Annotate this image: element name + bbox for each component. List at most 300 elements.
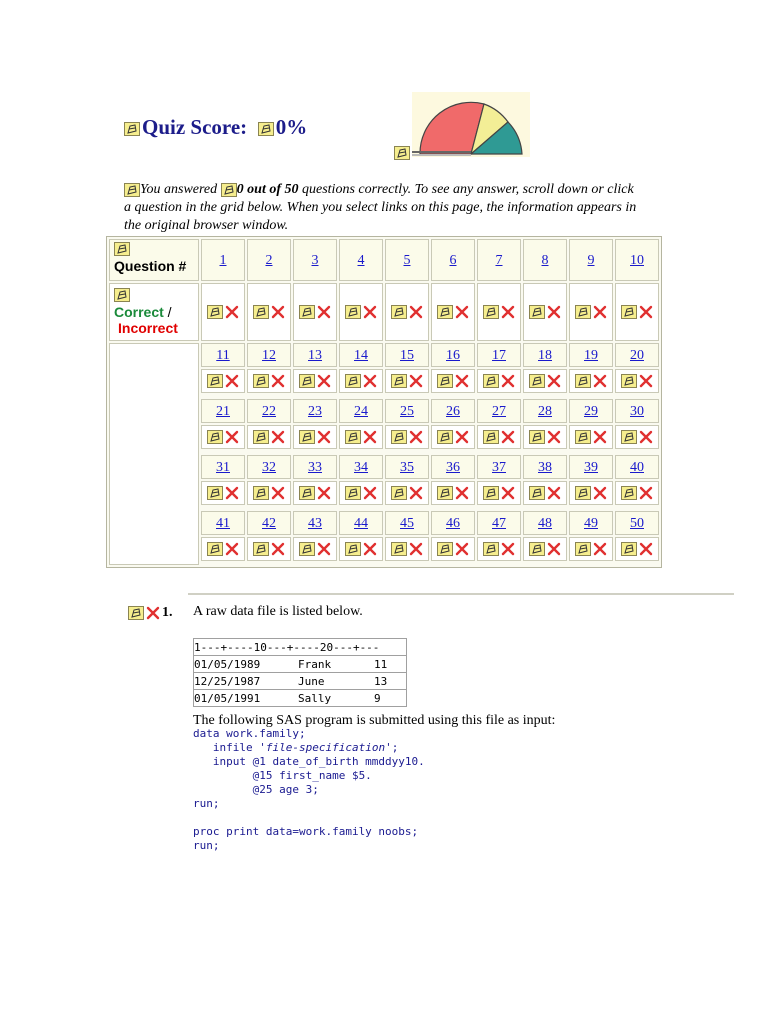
broken-image-icon — [621, 305, 637, 319]
incorrect-x-icon — [271, 486, 285, 500]
question-number-cell — [247, 455, 291, 479]
question-number-cell — [339, 239, 383, 281]
correct-incorrect-legend — [109, 283, 199, 341]
question-number-cell — [293, 239, 337, 281]
question-grid — [106, 236, 662, 568]
code-line: infile 'file-specification'; — [193, 741, 399, 754]
question-result-cell — [477, 283, 521, 341]
question-link-33[interactable]: 33 — [308, 460, 322, 475]
raw-data-cell: 9 — [374, 690, 407, 707]
question-result-cell — [201, 283, 245, 341]
broken-image-icon — [575, 430, 591, 444]
question-result-cell — [569, 369, 613, 393]
question-result-cell — [385, 369, 429, 393]
question-number-cell — [201, 399, 245, 423]
incorrect-x-icon — [547, 542, 561, 556]
question-number-cell — [523, 239, 567, 281]
incorrect-x-icon — [639, 486, 653, 500]
question-result-cell — [569, 283, 613, 341]
question-1-number: 1. — [162, 605, 173, 621]
question-link-29[interactable]: 29 — [584, 404, 598, 419]
question-link-37[interactable]: 37 — [492, 460, 506, 475]
incorrect-x-icon — [225, 486, 239, 500]
question-result-cell — [247, 537, 291, 561]
question-number-cell — [615, 511, 659, 535]
question-number-cell — [431, 455, 475, 479]
question-result-cell — [293, 537, 337, 561]
broken-image-icon — [253, 542, 269, 556]
question-result-cell — [247, 425, 291, 449]
question-result-cell — [523, 369, 567, 393]
question-link-4[interactable]: 4 — [357, 253, 365, 268]
incorrect-x-icon — [455, 374, 469, 388]
broken-image-icon — [345, 374, 361, 388]
question-link-14[interactable]: 14 — [354, 348, 368, 363]
question-number-cell — [247, 399, 291, 423]
question-number-cell — [615, 455, 659, 479]
code-line: @25 age 3; — [193, 783, 319, 796]
question-link-50[interactable]: 50 — [630, 516, 644, 531]
question-link-12[interactable]: 12 — [262, 348, 276, 363]
incorrect-x-icon — [409, 305, 423, 319]
broken-image-icon — [221, 183, 237, 197]
summary-prefix: You answered — [140, 182, 218, 197]
incorrect-x-icon — [547, 374, 561, 388]
question-number-cell — [569, 511, 613, 535]
broken-image-icon — [299, 374, 315, 388]
raw-data-cell: Frank — [298, 656, 374, 673]
broken-image-icon — [575, 374, 591, 388]
question-result-cell — [339, 425, 383, 449]
broken-image-icon — [114, 242, 130, 256]
broken-image-icon — [128, 606, 144, 620]
question-result-cell — [201, 369, 245, 393]
incorrect-x-icon — [501, 305, 515, 319]
question-link-6[interactable]: 6 — [449, 253, 457, 268]
broken-image-icon — [299, 486, 315, 500]
incorrect-x-icon — [317, 430, 331, 444]
incorrect-x-icon — [593, 374, 607, 388]
question-link-31[interactable]: 31 — [216, 460, 230, 475]
broken-image-icon — [345, 430, 361, 444]
incorrect-x-icon — [363, 542, 377, 556]
incorrect-x-icon — [225, 305, 239, 319]
broken-image-icon — [253, 486, 269, 500]
question-number-cell — [385, 399, 429, 423]
score-summary — [124, 181, 644, 235]
question-link-22[interactable]: 22 — [262, 404, 276, 419]
question-link-5[interactable]: 5 — [403, 253, 411, 268]
incorrect-x-icon — [409, 542, 423, 556]
broken-image-icon — [575, 486, 591, 500]
code-line: run; — [193, 839, 220, 852]
incorrect-x-icon — [317, 305, 331, 319]
incorrect-x-icon — [639, 542, 653, 556]
raw-data-cell: 12/25/1987 — [194, 673, 299, 690]
incorrect-x-icon — [455, 486, 469, 500]
question-1-text: A raw data file is listed below. — [193, 604, 363, 619]
broken-image-icon — [391, 374, 407, 388]
broken-image-icon — [621, 374, 637, 388]
incorrect-x-icon — [363, 430, 377, 444]
question-header-cell — [109, 239, 199, 281]
question-link-23[interactable]: 23 — [308, 404, 322, 419]
question-number-cell — [339, 343, 383, 367]
incorrect-x-icon — [455, 430, 469, 444]
question-result-cell — [201, 425, 245, 449]
question-result-cell — [431, 481, 475, 505]
broken-image-icon — [207, 430, 223, 444]
legend-separator: / — [163, 304, 172, 320]
correct-label: Correct — [114, 304, 164, 320]
quiz-score-value: 0% — [275, 115, 308, 139]
question-result-cell — [523, 425, 567, 449]
question-link-21[interactable]: 21 — [216, 404, 230, 419]
question-result-cell — [431, 537, 475, 561]
broken-image-icon — [345, 486, 361, 500]
broken-image-icon — [391, 430, 407, 444]
question-link-46[interactable]: 46 — [446, 516, 460, 531]
question-link-27[interactable]: 27 — [492, 404, 506, 419]
question-number-cell — [385, 511, 429, 535]
question-number-cell — [477, 399, 521, 423]
incorrect-x-icon — [593, 486, 607, 500]
incorrect-x-icon — [363, 374, 377, 388]
question-result-cell — [293, 481, 337, 505]
question-number-cell — [431, 343, 475, 367]
question-number-cell — [339, 511, 383, 535]
question-link-15[interactable]: 15 — [400, 348, 414, 363]
question-link-17[interactable]: 17 — [492, 348, 506, 363]
question-number-cell — [569, 343, 613, 367]
broken-image-icon — [575, 305, 591, 319]
raw-data-ruler: 1---+----10---+----20---+--- — [194, 639, 407, 656]
quiz-score-heading — [124, 115, 307, 140]
question-number-cell — [477, 239, 521, 281]
question-result-cell — [615, 425, 659, 449]
broken-image-icon — [391, 486, 407, 500]
question-number-cell — [247, 343, 291, 367]
question-link-36[interactable]: 36 — [446, 460, 460, 475]
incorrect-x-icon — [593, 305, 607, 319]
question-number-cell — [339, 399, 383, 423]
question-link-19[interactable]: 19 — [584, 348, 598, 363]
broken-image-icon — [437, 542, 453, 556]
question-result-cell — [201, 481, 245, 505]
question-number-cell — [615, 399, 659, 423]
question-result-cell — [385, 481, 429, 505]
incorrect-x-icon — [593, 542, 607, 556]
broken-image-icon — [299, 542, 315, 556]
question-result-cell — [247, 481, 291, 505]
incorrect-x-icon — [455, 305, 469, 319]
raw-data-cell: June — [298, 673, 374, 690]
quiz-score-label: Quiz Score: — [142, 115, 248, 139]
question-result-cell — [569, 481, 613, 505]
score-gauge — [412, 92, 530, 157]
question-link-24[interactable]: 24 — [354, 404, 368, 419]
incorrect-x-icon — [271, 374, 285, 388]
summary-count: 0 out of 50 — [236, 182, 299, 197]
question-1-marker — [128, 604, 173, 622]
broken-image-icon — [529, 486, 545, 500]
broken-image-icon — [437, 430, 453, 444]
question-number-cell — [247, 239, 291, 281]
incorrect-x-icon — [409, 430, 423, 444]
question-result-cell — [339, 481, 383, 505]
question-link-10[interactable]: 10 — [630, 253, 644, 268]
question-number-cell — [523, 399, 567, 423]
code-line: @15 first_name $5. — [193, 769, 372, 782]
incorrect-x-icon — [547, 430, 561, 444]
question-result-cell — [523, 481, 567, 505]
question-result-cell — [201, 537, 245, 561]
incorrect-x-icon — [501, 374, 515, 388]
question-result-cell — [477, 537, 521, 561]
incorrect-x-icon — [547, 486, 561, 500]
incorrect-x-icon — [363, 305, 377, 319]
raw-data-cell: 13 — [374, 673, 407, 690]
question-link-2[interactable]: 2 — [265, 253, 273, 268]
question-link-8[interactable]: 8 — [541, 253, 549, 268]
question-link-41[interactable]: 41 — [216, 516, 230, 531]
question-link-11[interactable]: 11 — [216, 348, 230, 363]
incorrect-x-icon — [501, 542, 515, 556]
question-link-7[interactable]: 7 — [495, 253, 503, 268]
broken-image-icon — [253, 430, 269, 444]
question-number-cell — [385, 343, 429, 367]
question-number-cell — [201, 239, 245, 281]
broken-image-icon — [483, 542, 499, 556]
broken-image-icon — [529, 430, 545, 444]
question-number-cell — [477, 455, 521, 479]
question-number-cell — [615, 343, 659, 367]
question-number-cell — [477, 511, 521, 535]
question-result-cell — [385, 283, 429, 341]
question-number-cell — [615, 239, 659, 281]
broken-image-icon — [394, 146, 410, 160]
raw-data-cell: 11 — [374, 656, 407, 673]
question-link-3[interactable]: 3 — [311, 253, 319, 268]
broken-image-icon — [258, 122, 274, 136]
raw-data-cell: 01/05/1989 — [194, 656, 299, 673]
question-link-45[interactable]: 45 — [400, 516, 414, 531]
question-result-cell — [339, 369, 383, 393]
question-number-cell — [293, 343, 337, 367]
code-line: input @1 date_of_birth mmddyy10. — [193, 755, 425, 768]
broken-image-icon — [124, 183, 140, 197]
question-link-9[interactable]: 9 — [587, 253, 595, 268]
incorrect-x-icon — [317, 486, 331, 500]
question-link-49[interactable]: 49 — [584, 516, 598, 531]
incorrect-x-icon — [639, 374, 653, 388]
question-result-cell — [523, 283, 567, 341]
question-number-cell — [385, 455, 429, 479]
question-link-43[interactable]: 43 — [308, 516, 322, 531]
broken-image-icon — [124, 122, 140, 136]
question-link-42[interactable]: 42 — [262, 516, 276, 531]
question-result-cell — [569, 425, 613, 449]
broken-image-icon — [253, 374, 269, 388]
raw-data-row — [194, 690, 407, 707]
incorrect-x-icon — [639, 430, 653, 444]
broken-image-icon — [529, 374, 545, 388]
question-link-26[interactable]: 26 — [446, 404, 460, 419]
question-link-13[interactable]: 13 — [308, 348, 322, 363]
question-link-20[interactable]: 20 — [630, 348, 644, 363]
question-link-34[interactable]: 34 — [354, 460, 368, 475]
question-result-cell — [293, 283, 337, 341]
question-link-16[interactable]: 16 — [446, 348, 460, 363]
incorrect-x-icon — [455, 542, 469, 556]
raw-data-row — [194, 673, 407, 690]
incorrect-x-icon — [409, 486, 423, 500]
broken-image-icon — [575, 542, 591, 556]
question-number-cell — [201, 343, 245, 367]
raw-data-row — [194, 656, 407, 673]
divider — [188, 593, 734, 595]
incorrect-x-icon — [593, 430, 607, 444]
incorrect-x-icon — [317, 374, 331, 388]
sas-code-block — [193, 727, 425, 853]
question-number-cell — [201, 511, 245, 535]
incorrect-x-icon — [271, 305, 285, 319]
question-number-cell — [339, 455, 383, 479]
broken-image-icon — [207, 486, 223, 500]
question-result-cell — [615, 537, 659, 561]
question-result-cell — [431, 425, 475, 449]
incorrect-x-icon — [501, 486, 515, 500]
question-link-28[interactable]: 28 — [538, 404, 552, 419]
broken-image-icon — [529, 305, 545, 319]
broken-image-icon — [391, 305, 407, 319]
question-result-cell — [569, 537, 613, 561]
question-link-44[interactable]: 44 — [354, 516, 368, 531]
question-link-40[interactable]: 40 — [630, 460, 644, 475]
incorrect-x-icon — [501, 430, 515, 444]
broken-image-icon — [483, 486, 499, 500]
broken-image-icon — [207, 542, 223, 556]
broken-image-icon — [345, 305, 361, 319]
raw-data-cell: 01/05/1991 — [194, 690, 299, 707]
raw-data-cell: Sally — [298, 690, 374, 707]
question-number-cell — [569, 455, 613, 479]
empty-cell — [109, 343, 199, 565]
broken-image-icon — [207, 305, 223, 319]
broken-image-icon — [437, 486, 453, 500]
question-number-cell — [431, 511, 475, 535]
question-number-cell — [431, 239, 475, 281]
broken-image-icon — [529, 542, 545, 556]
broken-image-icon — [437, 305, 453, 319]
question-number-cell — [569, 399, 613, 423]
question-link-1[interactable]: 1 — [219, 253, 227, 268]
question-result-cell — [247, 283, 291, 341]
question-number-cell — [385, 239, 429, 281]
broken-image-icon — [621, 486, 637, 500]
broken-image-icon — [299, 305, 315, 319]
summary-suffix: questions correctly. To see any answer, scroll down or click a question in the grid below. When you select links on this page, the information appears in the original browser window. — [124, 182, 637, 233]
question-result-cell — [477, 425, 521, 449]
question-link-38[interactable]: 38 — [538, 460, 552, 475]
question-result-cell — [385, 425, 429, 449]
incorrect-label: Incorrect — [118, 320, 178, 336]
question-result-cell — [431, 369, 475, 393]
broken-image-icon — [253, 305, 269, 319]
question-link-39[interactable]: 39 — [584, 460, 598, 475]
question-result-cell — [431, 283, 475, 341]
question-number-cell — [523, 455, 567, 479]
incorrect-x-icon — [146, 606, 160, 620]
incorrect-x-icon — [225, 430, 239, 444]
question-result-cell — [293, 369, 337, 393]
question-link-18[interactable]: 18 — [538, 348, 552, 363]
question-number-cell — [247, 511, 291, 535]
question-link-47[interactable]: 47 — [492, 516, 506, 531]
question-link-30[interactable]: 30 — [630, 404, 644, 419]
broken-image-icon — [114, 288, 130, 302]
question-number-cell — [569, 239, 613, 281]
broken-image-icon — [299, 430, 315, 444]
incorrect-x-icon — [317, 542, 331, 556]
question-number-cell — [293, 455, 337, 479]
code-line: data work.family; — [193, 727, 306, 740]
broken-image-icon — [345, 542, 361, 556]
code-line — [193, 811, 425, 825]
question-number-cell — [431, 399, 475, 423]
question-result-cell — [293, 425, 337, 449]
question-number-cell — [523, 343, 567, 367]
question-result-cell — [385, 537, 429, 561]
incorrect-x-icon — [271, 430, 285, 444]
incorrect-x-icon — [363, 486, 377, 500]
incorrect-x-icon — [271, 542, 285, 556]
question-result-cell — [477, 369, 521, 393]
question-result-cell — [523, 537, 567, 561]
incorrect-x-icon — [409, 374, 423, 388]
code-line: run; — [193, 797, 220, 810]
question-link-35[interactable]: 35 — [400, 460, 414, 475]
question-result-cell — [615, 283, 659, 341]
question-number-cell — [293, 399, 337, 423]
question-number-cell — [523, 511, 567, 535]
broken-image-icon — [483, 430, 499, 444]
question-link-25[interactable]: 25 — [400, 404, 414, 419]
question-result-cell — [339, 283, 383, 341]
incorrect-x-icon — [225, 542, 239, 556]
question-result-cell — [477, 481, 521, 505]
question-header-label: Question # — [114, 258, 187, 274]
incorrect-x-icon — [547, 305, 561, 319]
question-result-cell — [339, 537, 383, 561]
incorrect-x-icon — [639, 305, 653, 319]
incorrect-x-icon — [225, 374, 239, 388]
question-link-32[interactable]: 32 — [262, 460, 276, 475]
broken-image-icon — [437, 374, 453, 388]
question-number-cell — [201, 455, 245, 479]
question-link-48[interactable]: 48 — [538, 516, 552, 531]
broken-image-icon — [207, 374, 223, 388]
broken-image-icon — [391, 542, 407, 556]
raw-data-table — [193, 638, 407, 707]
question-1-follow-text: The following SAS program is submitted using this file as input: — [193, 713, 556, 728]
broken-image-icon — [483, 305, 499, 319]
question-result-cell — [615, 481, 659, 505]
broken-image-icon — [621, 542, 637, 556]
question-number-cell — [477, 343, 521, 367]
question-number-cell — [293, 511, 337, 535]
code-line: proc print data=work.family noobs; — [193, 825, 419, 838]
